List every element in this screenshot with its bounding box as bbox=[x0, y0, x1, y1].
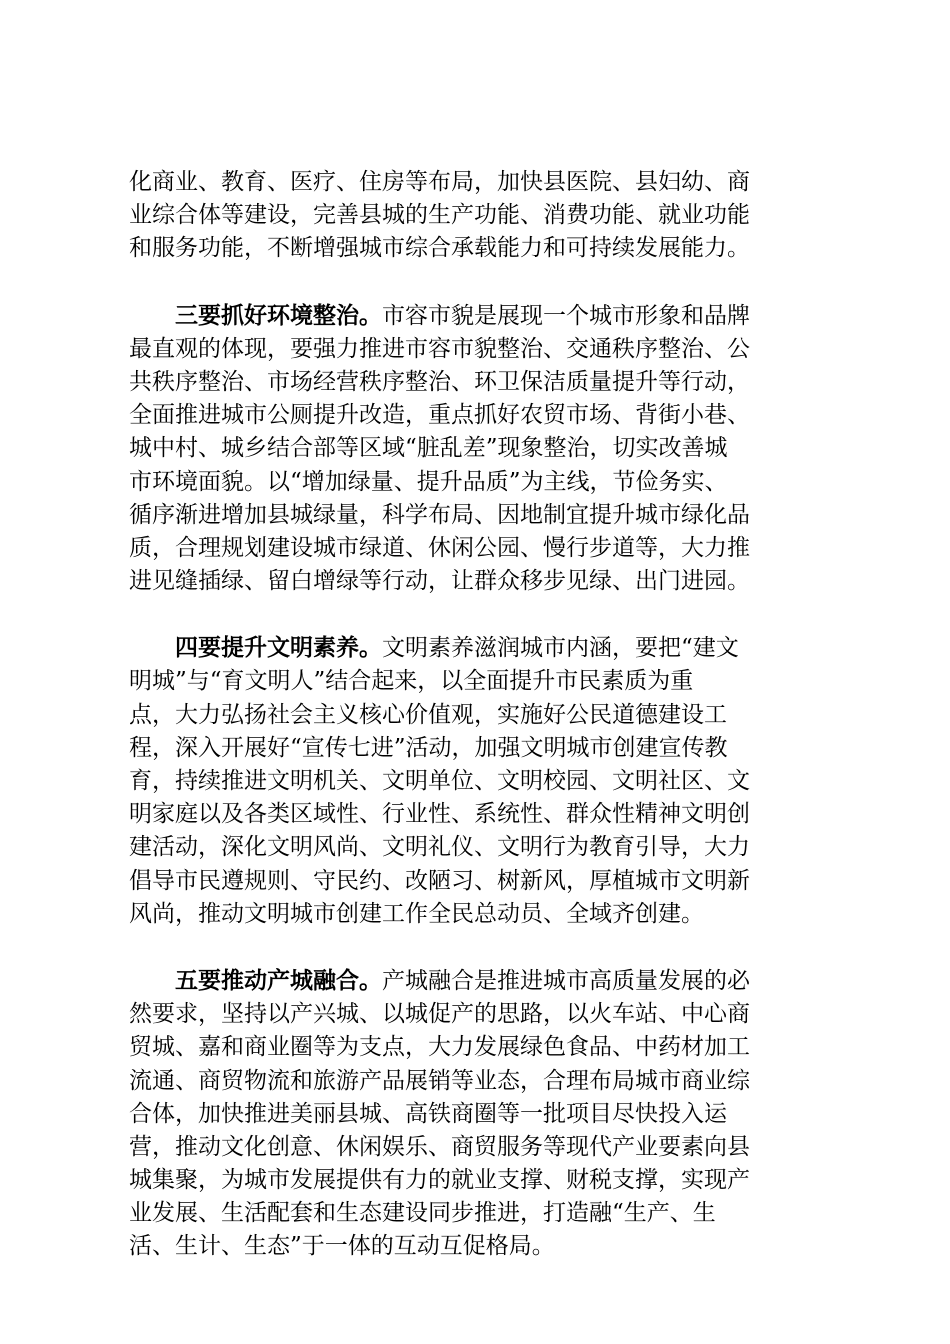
paragraph-line: 共秩序整治、市场经营秩序整治、环卫保洁质量提升等行动， bbox=[129, 368, 750, 395]
paragraph-line: 程，深入开展好“宣传七进”活动，加强文明城市创建宣传教 bbox=[129, 734, 728, 761]
paragraph-spacer bbox=[129, 598, 819, 632]
paragraph-line: 然要求，坚持以产兴城、以城促产的思路，以火车站、中心商 bbox=[129, 1001, 750, 1028]
paragraph-line: 活、生计、生态”于一体的互动互促格局。 bbox=[129, 1233, 555, 1260]
paragraph-civility bbox=[129, 632, 819, 931]
paragraph-line: 市环境面貌。以“增加绿量、提升品质”为主线，节俭务实、 bbox=[129, 468, 728, 495]
paragraph-line: 城中村、城乡结合部等区域“脏乱差”现象整治，切实改善城 bbox=[129, 435, 728, 462]
paragraph-line: 业发展、生活配套和生态建设同步推进，打造融“生产、生 bbox=[129, 1200, 716, 1227]
paragraph-industry-city bbox=[129, 965, 819, 1264]
paragraph-line: 市容市貌是展现一个城市形象和品牌 bbox=[382, 302, 750, 329]
paragraph-line: 文明素养滋润城市内涵，要把“建文 bbox=[382, 635, 739, 662]
paragraph-line: 合体，加快推进美丽县城、高铁商圈等一批项目尽快投入运 bbox=[129, 1100, 727, 1127]
paragraph-first-line bbox=[129, 300, 819, 333]
paragraph-line: 育，持续推进文明机关、文明单位、文明校园、文明社区、文 bbox=[129, 768, 750, 794]
paragraph-spacer bbox=[129, 931, 819, 965]
paragraph-line: 循序渐进增加县城绿量，科学布局、因地制宜提升城市绿化品 bbox=[129, 501, 750, 528]
paragraph-line: 明城”与“育文明人”结合起来，以全面提升市民素质为重 bbox=[129, 668, 694, 695]
paragraph-line: 风尚，推动文明城市创建工作全民总动员、全域齐创建。 bbox=[129, 900, 704, 927]
paragraph-heading: 四要提升文明素养。 bbox=[175, 635, 382, 662]
paragraph-line: 和服务功能，不断增强城市综合承载能力和可持续发展能力。 bbox=[129, 235, 750, 262]
paragraph-line: 营，推动文化创意、休闲娱乐、商贸服务等现代产业要素向县 bbox=[129, 1133, 750, 1160]
paragraph-continuation bbox=[129, 166, 819, 266]
document-body bbox=[129, 166, 819, 1264]
paragraph-line: 贸城、嘉和商业圈等为支点，大力发展绿色食品、中药材加工 bbox=[129, 1034, 750, 1061]
paragraph-line: 化商业、教育、医疗、住房等布局，加快县医院、县妇幼、商 bbox=[129, 169, 750, 195]
paragraph-environment bbox=[129, 300, 819, 599]
paragraph-line: 流通、商贸物流和旅游产品展销等业态，合理布局城市商业综 bbox=[129, 1067, 750, 1094]
paragraph-line: 产城融合是推进城市高质量发展的必 bbox=[382, 967, 750, 994]
paragraph-line: 明家庭以及各类区域性、行业性、系统性、群众性精神文明创 bbox=[129, 801, 750, 828]
paragraph-spacer bbox=[129, 266, 819, 300]
paragraph-line: 最直观的体现，要强力推进市容市貌整治、交通秩序整治、公 bbox=[129, 335, 750, 362]
paragraph-line: 城集聚，为城市发展提供有力的就业支撑、财税支撑，实现产 bbox=[129, 1167, 750, 1194]
paragraph-line: 点，大力弘扬社会主义核心价值观，实施好公民道德建设工 bbox=[129, 701, 727, 728]
paragraph-line: 进见缝插绿、留白增绿等行动，让群众移步见绿、出门进园。 bbox=[129, 568, 750, 595]
paragraph-line: 建活动，深化文明风尚、文明礼仪、文明行为教育引导，大力 bbox=[129, 834, 750, 861]
paragraph-line: 倡导市民遵规则、守民约、改陋习、树新风，厚植城市文明新 bbox=[129, 867, 750, 894]
paragraph-line: 业综合体等建设，完善县城的生产功能、消费功能、就业功能 bbox=[129, 202, 750, 229]
paragraph-heading: 三要抓好环境整治。 bbox=[175, 302, 382, 329]
paragraph-line: 全面推进城市公厕提升改造，重点抓好农贸市场、背街小巷、 bbox=[129, 402, 750, 429]
paragraph-line: 质，合理规划建设城市绿道、休闲公园、慢行步道等，大力推 bbox=[129, 534, 750, 561]
paragraph-heading: 五要推动产城融合。 bbox=[175, 967, 382, 994]
paragraph-first-line bbox=[129, 632, 819, 665]
paragraph-first-line bbox=[129, 965, 819, 998]
